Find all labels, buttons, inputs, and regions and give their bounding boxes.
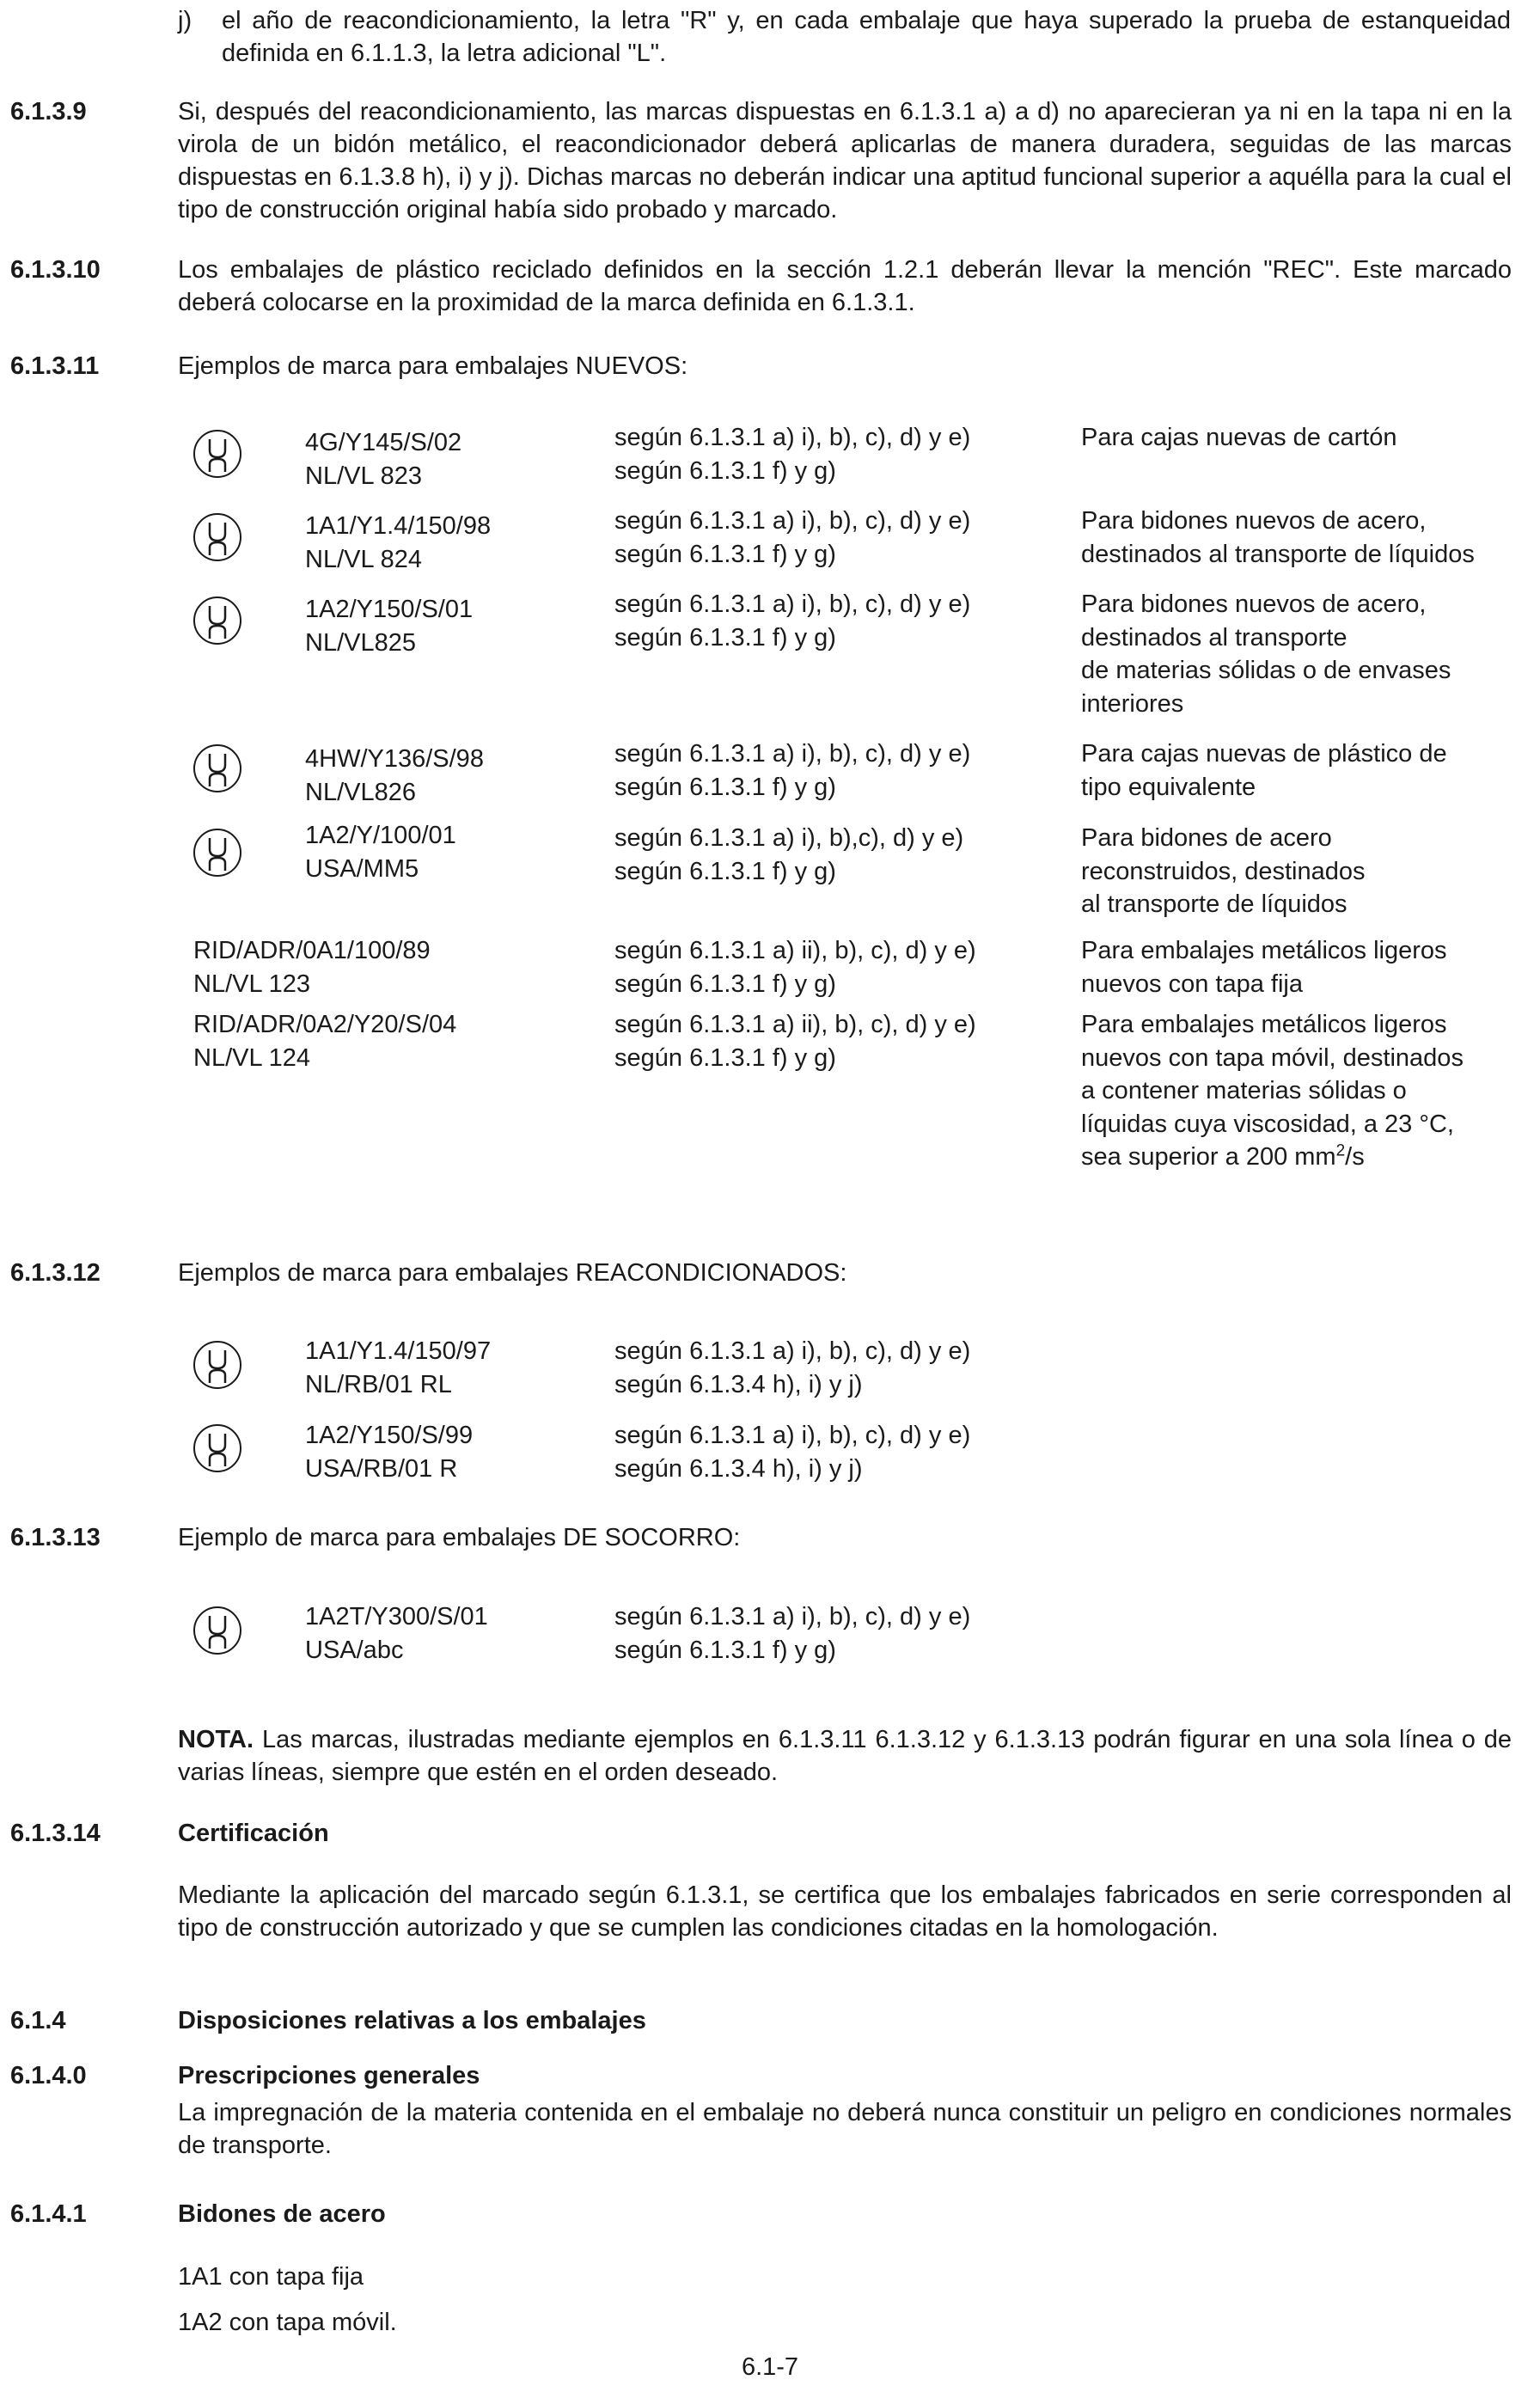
section-number: 6.1.3.14 [10, 1820, 101, 1847]
mark-reference: según 6.1.3.1 a) i), b), c), d) y e) [614, 1337, 971, 1365]
un-symbol-icon [193, 1606, 241, 1655]
item-label: j) [178, 7, 192, 34]
mark-code: 1A2/Y150/S/99 [305, 1422, 474, 1449]
mark-reference: según 6.1.3.1 a) i), b), c), d) y e) [614, 740, 971, 768]
un-symbol-icon [193, 744, 241, 792]
mark-reference: según 6.1.3.1 f) y g) [614, 773, 836, 801]
mark-code: 4HW/Y136/S/98 [305, 745, 484, 773]
table-row [1081, 1008, 1528, 1174]
mark-code: NL/VL 823 [305, 462, 422, 490]
note-text: Las marcas, ilustradas mediante ejemplos en 6.1.3.11 6.1.3.12 y 6.1.3.13 podrán figurar en una sola línea o de varias líneas, siempre que estén en el orden deseado. [178, 1726, 1512, 1786]
mark-code: USA/RB/01 R [305, 1454, 458, 1483]
table-row [614, 505, 1079, 571]
mark-code: 1A1/Y1.4/150/98 [305, 512, 492, 540]
list-item: 1A2 con tapa móvil. [178, 2309, 397, 2336]
mark-description: líquidas cuya viscosidad, a 23 °C, [1081, 1110, 1454, 1138]
section-number: 6.1.3.13 [10, 1524, 101, 1551]
table-row [614, 1600, 1079, 1667]
mark-description: a contener materias sólidas o [1081, 1077, 1407, 1104]
mark-reference: según 6.1.3.4 h), i) y j) [614, 1370, 863, 1398]
section-number: 6.1.4.1 [10, 2200, 87, 2228]
mark-code: NL/VL825 [305, 628, 416, 657]
mark-description: Para embalajes metálicos ligeros [1081, 937, 1447, 964]
mark-description: Para cajas nuevas de cartón [1081, 424, 1397, 451]
mark-description: destinados al transporte [1081, 623, 1348, 652]
table-row [614, 421, 1079, 487]
table-row [614, 1008, 1079, 1074]
un-symbol-icon [193, 1424, 241, 1472]
section-title: Disposiciones relativas a los embalajes [178, 2007, 646, 2034]
section-number: 6.1.4.0 [10, 2062, 87, 2089]
mark-code: NL/VL 824 [305, 545, 422, 573]
mark-reference: según 6.1.3.1 f) y g) [614, 1636, 836, 1664]
mark-reference: según 6.1.3.1 a) i), b),c), d) y e) [614, 824, 964, 852]
un-symbol-icon [193, 829, 241, 877]
section-title: Certificación [178, 1820, 329, 1847]
mark-code: USA/abc [305, 1636, 404, 1664]
mark-reference: según 6.1.3.1 f) y g) [614, 1043, 836, 1072]
table-row [614, 588, 1079, 654]
section-heading-text: Ejemplo de marca para embalajes DE SOCORRO: [178, 1524, 741, 1551]
table-row [1081, 421, 1528, 455]
mark-reference: según 6.1.3.1 a) i), b), c), d) y e) [614, 424, 971, 451]
mark-description: Para bidones de acero [1081, 824, 1332, 852]
section-number: 6.1.3.12 [10, 1259, 101, 1287]
mark-reference: según 6.1.3.1 f) y g) [614, 857, 836, 885]
section-text: Si, después del reacondicionamiento, las marcas dispuestas en 6.1.3.1 a) a d) no aparecieran ya ni en la tapa ni en la virola de un bidón metálico, el reacondicionador deberá aplicarlas de manera duradera, seguidas de las marcas dispuestas en 6.1.3.8 h), i) y j). Dichas marcas no deberán indicar una aptitud funcional superior a aquélla para la cual el tipo de construcción original había sido probado y marcado. [178, 98, 1512, 223]
table-row [193, 1008, 606, 1074]
mark-reference: según 6.1.3.1 a) ii), b), c), d) y e) [614, 937, 976, 964]
mark-description: al transporte de líquidos [1081, 890, 1348, 918]
list-item: 1A1 con tapa fija [178, 2263, 364, 2291]
section-title: Prescripciones generales [178, 2062, 480, 2089]
table-row [305, 510, 597, 576]
mark-reference: según 6.1.3.1 a) i), b), c), d) y e) [614, 590, 971, 618]
mark-code: 1A2T/Y300/S/01 [305, 1603, 488, 1630]
mark-description: Para bidones nuevos de acero, [1081, 590, 1427, 618]
mark-code: USA/MM5 [305, 854, 419, 883]
section-title: Bidones de acero [178, 2200, 386, 2228]
table-row [305, 1600, 597, 1667]
table-row [305, 819, 597, 885]
un-symbol-icon [193, 430, 241, 478]
table-row [614, 822, 1079, 888]
un-symbol-icon [193, 513, 241, 561]
mark-code: NL/VL826 [305, 778, 416, 806]
section-number: 6.1.3.9 [10, 98, 87, 125]
table-row [305, 743, 597, 809]
mark-code: RID/ADR/0A1/100/89 [193, 937, 431, 964]
mark-reference: según 6.1.3.1 a) i), b), c), d) y e) [614, 1422, 971, 1449]
mark-description: destinados al transporte de líquidos [1081, 540, 1475, 568]
table-row [193, 934, 606, 1000]
table-row [1081, 588, 1528, 720]
mark-code: 4G/Y145/S/02 [305, 429, 462, 456]
table-row [1081, 505, 1528, 571]
table-row [614, 1335, 1079, 1401]
section-text: Mediante la aplicación del marcado según 6.1.3.1, se certifica que los embalajes fabricados en serie corresponden al tipo de construcción autorizado y que se cumplen las condiciones citadas en la homologación. [178, 1881, 1512, 1942]
un-symbol-icon [193, 1341, 241, 1389]
note-label: NOTA. [178, 1726, 254, 1753]
mark-reference: según 6.1.3.1 f) y g) [614, 623, 836, 652]
table-row [1081, 822, 1528, 921]
table-row [614, 934, 1079, 1000]
mark-description: nuevos con tapa móvil, destinados [1081, 1043, 1464, 1072]
mark-reference: según 6.1.3.4 h), i) y j) [614, 1454, 863, 1483]
mark-description: Para embalajes metálicos ligeros [1081, 1011, 1447, 1038]
section-heading-text: Ejemplos de marca para embalajes NUEVOS: [178, 352, 688, 380]
mark-reference: según 6.1.3.1 a) i), b), c), d) y e) [614, 1603, 971, 1630]
mark-description: reconstruidos, destinados [1081, 857, 1366, 885]
mark-code: 1A2/Y/100/01 [305, 822, 456, 849]
mark-reference: según 6.1.3.1 f) y g) [614, 540, 836, 568]
table-row [614, 1419, 1079, 1485]
mark-description: Para bidones nuevos de acero, [1081, 507, 1427, 535]
mark-code: NL/RB/01 RL [305, 1370, 452, 1398]
page-number: 6.1-7 [741, 2353, 799, 2381]
section-number: 6.1.4 [10, 2007, 66, 2034]
mark-description: interiores [1081, 689, 1184, 718]
mark-code: 1A2/Y150/S/01 [305, 596, 474, 623]
table-row [305, 593, 597, 659]
mark-code: NL/VL 124 [193, 1043, 310, 1072]
item-text: el año de reacondicionamiento, la letra "R" y, en cada embalaje que haya superado la prueba de estanqueidad definida en 6.1.1.3, la letra adicional "L". [222, 7, 1511, 67]
section-heading-text: Ejemplos de marca para embalajes REACONDICIONADOS: [178, 1259, 847, 1287]
table-row [305, 1335, 597, 1401]
mark-description: nuevos con tapa fija [1081, 970, 1303, 998]
section-text: Los embalajes de plástico reciclado definidos en la sección 1.2.1 deberán llevar la mención "REC". Este marcado deberá colocarse en la proximidad de la marca definida en 6.1.3.1. [178, 256, 1512, 316]
mark-description: tipo equivalente [1081, 773, 1256, 801]
table-row [1081, 737, 1528, 804]
mark-description: Para cajas nuevas de plástico de [1081, 740, 1447, 768]
section-number: 6.1.3.10 [10, 256, 101, 284]
un-symbol-icon [193, 596, 241, 645]
mark-reference: según 6.1.3.1 a) i), b), c), d) y e) [614, 507, 971, 535]
table-row [1081, 934, 1528, 1000]
mark-reference: según 6.1.3.1 a) ii), b), c), d) y e) [614, 1011, 976, 1038]
mark-code: NL/VL 123 [193, 970, 310, 998]
mark-code: RID/ADR/0A2/Y20/S/04 [193, 1011, 457, 1038]
mark-description: sea superior a 200 $mm^2/s$ [1081, 1141, 1365, 1171]
table-row [305, 1419, 597, 1485]
table-row [614, 737, 1079, 804]
mark-description: de materias sólidas o de envases [1081, 657, 1451, 684]
mark-reference: según 6.1.3.1 f) y g) [614, 970, 836, 998]
table-row [305, 426, 597, 492]
section-text: La impregnación de la materia contenida en el embalaje no deberá nunca constituir un peligro en condiciones normales de transporte. [178, 2099, 1512, 2159]
mark-code: 1A1/Y1.4/150/97 [305, 1337, 492, 1365]
mark-reference: según 6.1.3.1 f) y g) [614, 456, 836, 485]
section-number: 6.1.3.11 [10, 352, 100, 380]
